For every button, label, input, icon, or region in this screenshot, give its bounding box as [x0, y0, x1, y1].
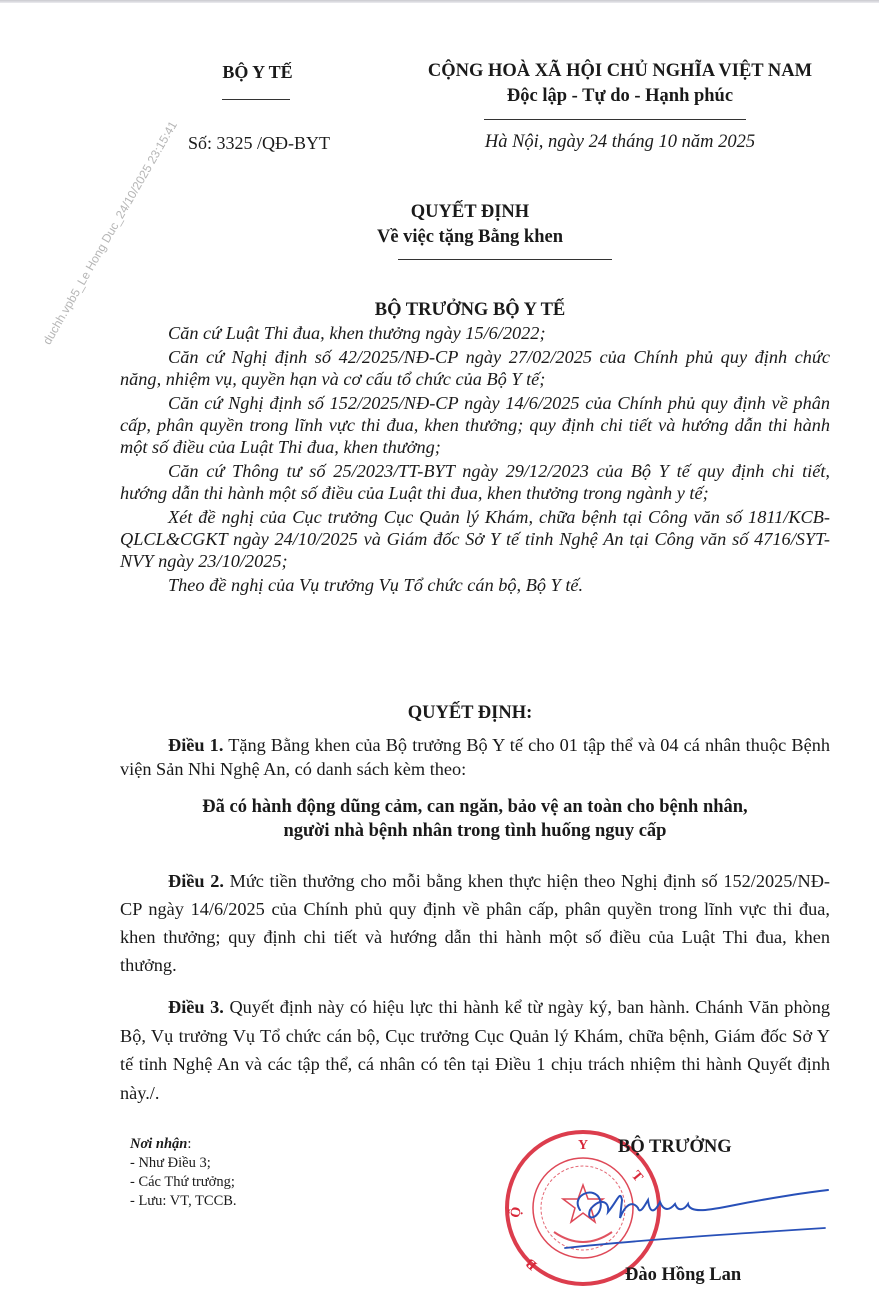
legal-basis	[120, 322, 830, 596]
document-number: Số: 3325 /QĐ-BYT	[187, 133, 330, 153]
commendation-line: Đã có hành động dũng cảm, can ngăn, bảo vệ an toàn cho bệnh nhân,	[202, 797, 748, 817]
basis-item: Căn cứ Nghị định số 152/2025/NĐ-CP ngày 14/6/2025 của Chính phủ quy định về phân cấp, phân quyền trong lĩnh vực thi đua, khen thưởng; quy định chi tiết và hướng dẫn thi hành một số điều của Luật Thi đua, khen thưởng;	[120, 393, 830, 457]
national-title: CỘNG HOÀ XÃ HỘI CHỦ NGHĨA VIỆT NAM	[427, 61, 813, 81]
decision-heading: QUYẾT ĐỊNH:	[407, 703, 533, 723]
stamp-letter: B	[523, 1254, 541, 1273]
document-subject: Về việc tặng Bằng khen	[376, 227, 564, 247]
agency-underline	[222, 99, 290, 100]
title-underline	[398, 259, 612, 260]
article-3	[120, 993, 830, 1107]
article-label: Điều 1.	[168, 735, 224, 755]
article-1	[120, 733, 830, 781]
recipient-item: - Các Thứ trưởng;	[130, 1174, 235, 1190]
article-text: Mức tiền thưởng cho mỗi bằng khen thực hiện theo Nghị định số 152/2025/NĐ-CP ngày 14/6/2025 của Chính phủ quy định về phân cấp, phân quyền trong lĩnh vực thi đua, khen thưởng; quy định chi tiết và hướng dẫn thi hành một số điều của Luật Thi đua, khen thưởng.	[120, 871, 830, 975]
article-label: Điều 2.	[168, 871, 224, 891]
issuing-authority: BỘ TRƯỞNG BỘ Y TẾ	[374, 300, 566, 320]
article-2	[120, 867, 830, 979]
signer-title: BỘ TRƯỞNG	[618, 1137, 732, 1157]
motto-underline	[484, 119, 746, 120]
commendation-reason	[120, 795, 830, 843]
recipient-item: - Như Điều 3;	[130, 1155, 211, 1171]
issuing-agency: BỘ Y TẾ	[222, 62, 293, 82]
place-and-date: Hà Nội, ngày 24 tháng 10 năm 2025	[484, 132, 756, 152]
signer-name: Đào Hồng Lan	[625, 1265, 742, 1285]
basis-item: Xét đề nghị của Cục trưởng Cục Quản lý Khám, chữa bệnh tại Công văn số 1811/KCB-QLCL&CGKT ngày 24/10/2025 và Giám đốc Sở Y tế tỉnh Nghệ An tại Công văn số 4716/SYT-NVY ngày 23/10/2025;	[120, 507, 830, 571]
viewer-top-edge	[0, 0, 879, 3]
basis-item: Căn cứ Thông tư số 25/2023/TT-BYT ngày 29/12/2023 của Bộ Y tế quy định chi tiết, hướng dẫn thi hành một số điều của Luật thi đua, khen thưởng trong ngành y tế;	[120, 461, 830, 503]
recipient-item: - Lưu: VT, TCCB.	[130, 1193, 237, 1209]
article-label: Điều 3.	[168, 997, 224, 1017]
stamp-letter: Ộ	[508, 1205, 525, 1220]
handwritten-signature-icon	[560, 1170, 830, 1260]
recipients-label: Nơi nhận	[130, 1136, 188, 1152]
national-motto: Độc lập - Tự do - Hạnh phúc	[506, 86, 734, 106]
basis-item: Căn cứ Nghị định số 42/2025/NĐ-CP ngày 27/02/2025 của Chính phủ quy định chức năng, nhiệm vụ, quyền hạn và cơ cấu tổ chức của Bộ Y tế;	[120, 347, 830, 389]
stamp-letter: Y	[577, 1138, 589, 1153]
commendation-line: người nhà bệnh nhân trong tình huống nguy cấp	[283, 821, 667, 841]
basis-item: Căn cứ Luật Thi đua, khen thưởng ngày 15/6/2022;	[168, 323, 546, 343]
stamp-letter: T	[627, 1168, 646, 1186]
basis-item: Theo đề nghị của Vụ trưởng Vụ Tổ chức cán bộ, Bộ Y tế.	[168, 575, 584, 595]
watermark: duchh.vpb5_Le Hong Duc_24/10/2025 23:15:41	[40, 118, 180, 347]
article-text: Tặng Bằng khen của Bộ trưởng Bộ Y tế cho 01 tập thể và 04 cá nhân thuộc Bệnh viện Sản Nhi Nghệ An, có danh sách kèm theo:	[120, 735, 831, 779]
document-title: QUYẾT ĐỊNH	[410, 202, 530, 222]
recipients-colon: :	[187, 1136, 192, 1152]
recipients-block	[130, 1135, 237, 1211]
article-text: Quyết định này có hiệu lực thi hành kể từ ngày ký, ban hành. Chánh Văn phòng Bộ, Vụ trưởng Vụ Tổ chức cán bộ, Cục trưởng Cục Quản lý Khám, chữa bệnh, Giám đốc Sở Y tế tỉnh Nghệ An và các tập thể, cá nhân có tên tại Điều 1 chịu trách nhiệm thi hành Quyết định này./.	[120, 997, 831, 1103]
